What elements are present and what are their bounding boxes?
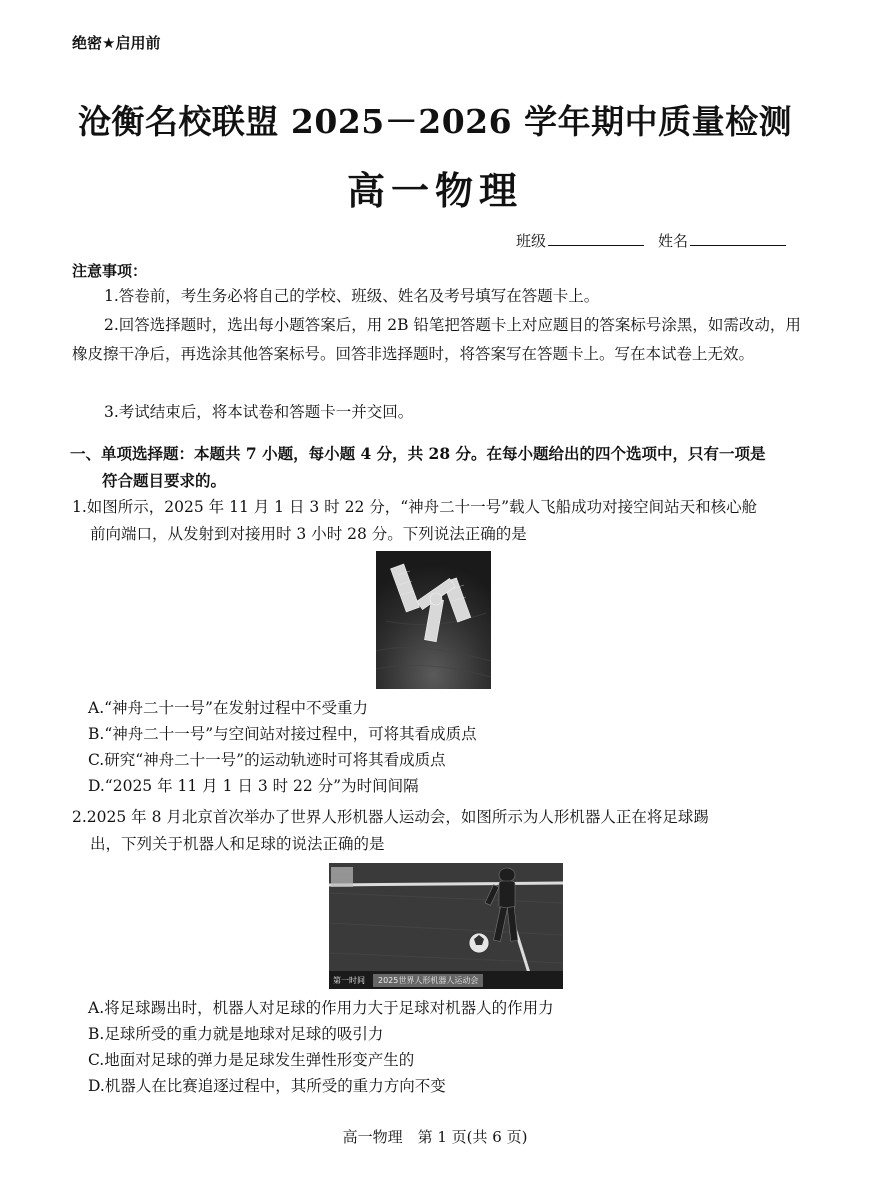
q2-option-d: D.机器人在比赛追逐过程中，其所受的重力方向不变 [88,1077,446,1095]
robot-soccer-photo [329,863,563,989]
confidential-mark: 绝密★启用前 [72,34,161,52]
notice-item-2: 2.回答选择题时，选出每小题答案后，用 2B 铅笔把答题卡上对应题目的答案标号涂黑，如需改动，用橡皮擦干净后，再选涂其他答案标号。回答非选择题时，将答案写在答题卡上。写在本试卷上无效。 [72,316,801,363]
q2-option-a: A.将足球踢出时，机器人对足球的作用力大于足球对机器人的作用力 [88,999,554,1017]
question-1-stem [72,494,812,548]
q1-option-b: B.“神舟二十一号”与空间站对接过程中，可将其看成质点 [88,725,477,743]
class-blank [548,231,644,246]
notice-item-1: 1.答卷前，考生务必将自己的学校、班级、姓名及考号填写在答题卡上。 [104,287,600,305]
exam-title: 沧衡名校联盟 2025－2026 学年期中质量检测 [77,102,793,141]
name-label: 姓名 [658,232,689,250]
section-1-line-1: 一、单项选择题：本题共 7 小题，每小题 4 分，共 28 分。在每小题给出的四个选项中，只有一项是 [70,444,766,463]
name-field[interactable] [658,230,786,251]
question-2-line-2: 出，下列关于机器人和足球的说法正确的是 [90,835,385,853]
question-2-stem [72,804,812,858]
question-1-line-1: 1.如图所示，2025 年 11 月 1 日 3 时 22 分，“神舟二十一号”载人飞船成功对接空间站天和核心舱 [72,498,758,516]
banner-left-text: 第一时间 [333,975,365,985]
q2-option-b: B.足球所受的重力就是地球对足球的吸引力 [88,1025,384,1043]
class-label: 班级 [516,232,547,250]
q1-option-d: D.“2025 年 11 月 1 日 3 时 22 分”为时间间隔 [88,777,419,795]
q2-option-c: C.地面对足球的弹力是足球发生弹性形变产生的 [88,1051,415,1069]
student-info-row [516,230,786,251]
q1-option-c: C.研究“神舟二十一号”的运动轨迹时可将其看成质点 [88,751,446,769]
space-station-photo [376,551,491,689]
page-footer: 高一物理 第 1 页(共 6 页) [342,1128,528,1146]
subject-title: 高一物理 [346,168,523,213]
section-1-line-2: 符合题目要求的。 [102,471,227,490]
notice-heading: 注意事项： [72,262,148,280]
banner-event-text: 2025世界人形机器人运动会 [373,974,483,987]
broadcast-banner [329,971,563,989]
name-blank [690,231,786,246]
class-field[interactable] [516,230,644,251]
q1-option-a: A.“神舟二十一号”在发射过程中不受重力 [88,699,368,717]
question-1-line-2: 前向端口，从发射到对接用时 3 小时 28 分。下列说法正确的是 [90,525,527,543]
question-2-line-1: 2.2025 年 8 月北京首次举办了世界人形机器人运动会，如图所示为人形机器人正在将足球踢 [72,808,709,826]
notice-item-3: 3.考试结束后，将本试卷和答题卡一并交回。 [104,403,414,421]
section-1-heading [70,440,812,494]
